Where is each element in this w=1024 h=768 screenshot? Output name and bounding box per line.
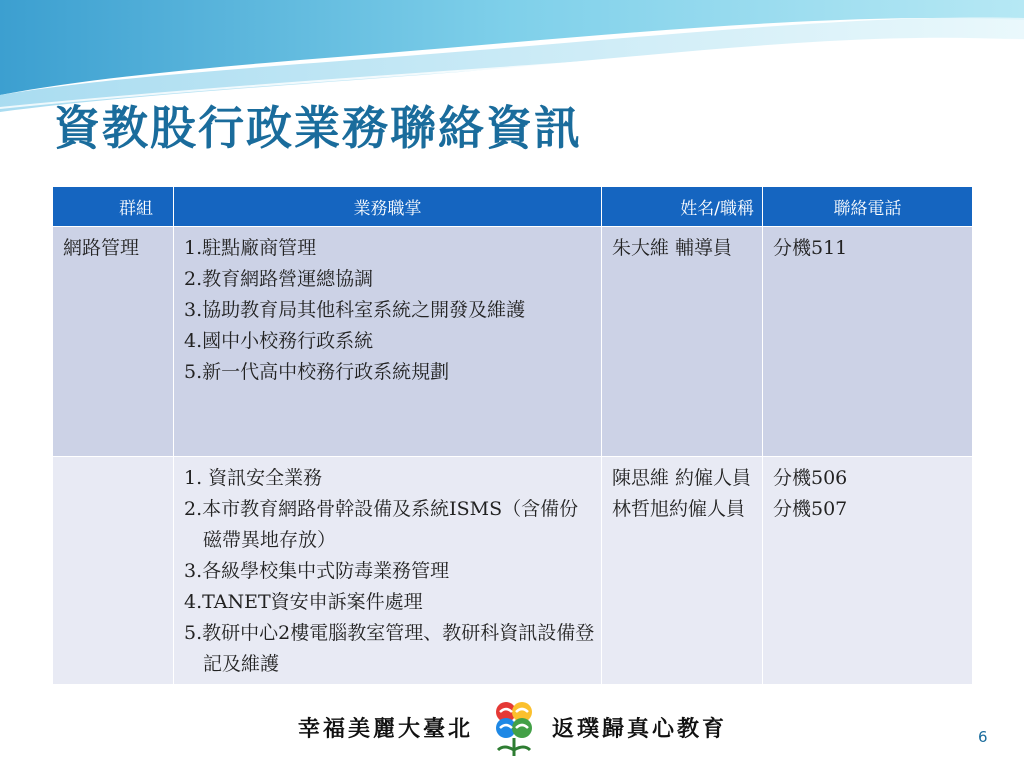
table-header-row: [53, 187, 973, 227]
duty-item: 2.教育網路營運總協調: [184, 268, 374, 290]
table-row: [53, 227, 973, 457]
contact-table: [52, 186, 973, 685]
duty-item: 5.新一代高中校務行政系統規劃: [184, 361, 450, 383]
cell-group: 網路管理: [53, 227, 174, 457]
cell-name: [602, 457, 763, 685]
duty-item: 5.教研中心2樓電腦教室管理、教研科資訊設備登記及維護: [184, 622, 595, 675]
duty-item: 4.TANET資安申訴案件處理: [184, 591, 423, 613]
header-name: 姓名/職稱: [602, 187, 763, 227]
phone-extension: 分機511: [773, 237, 848, 259]
slogan-right: 返璞歸真心教育: [552, 717, 728, 742]
contact-name: 林哲旭約僱人員: [612, 498, 746, 520]
duty-item: 4.國中小校務行政系統: [184, 330, 374, 352]
duty-item: 1. 資訊安全業務: [184, 467, 323, 489]
header-phone: 聯絡電話: [763, 187, 973, 227]
header-duty: 業務職掌: [174, 187, 602, 227]
cell-phone: [763, 457, 973, 685]
contact-name: 陳思維 約僱人員: [612, 467, 752, 489]
duty-list: [184, 233, 595, 388]
duty-item: 1.駐點廠商管理: [184, 237, 317, 259]
header-group: 群組: [53, 187, 174, 227]
page-title: 資教股行政業務聯絡資訊: [54, 101, 582, 155]
duty-item: 2.本市教育網路骨幹設備及系統ISMS（含備份磁帶異地存放）: [184, 498, 579, 551]
duty-item: 3.各級學校集中式防毒業務管理: [184, 560, 450, 582]
page-number: 6: [978, 728, 988, 746]
cell-group: [53, 457, 174, 685]
taipei-education-flower-logo-icon: [486, 694, 542, 760]
slogan-left: 幸福美麗大臺北: [298, 717, 474, 742]
cell-duties: [174, 457, 602, 685]
table-row: [53, 457, 973, 685]
contact-name: 朱大維 輔導員: [612, 237, 733, 259]
duty-item: 3.協助教育局其他科室系統之開發及維護: [184, 299, 526, 321]
phone-extension: 分機506: [773, 467, 848, 489]
cell-name: [602, 227, 763, 457]
phone-extension: 分機507: [773, 498, 848, 520]
cell-duties: [174, 227, 602, 457]
duty-list: [184, 463, 595, 680]
cell-phone: [763, 227, 973, 457]
